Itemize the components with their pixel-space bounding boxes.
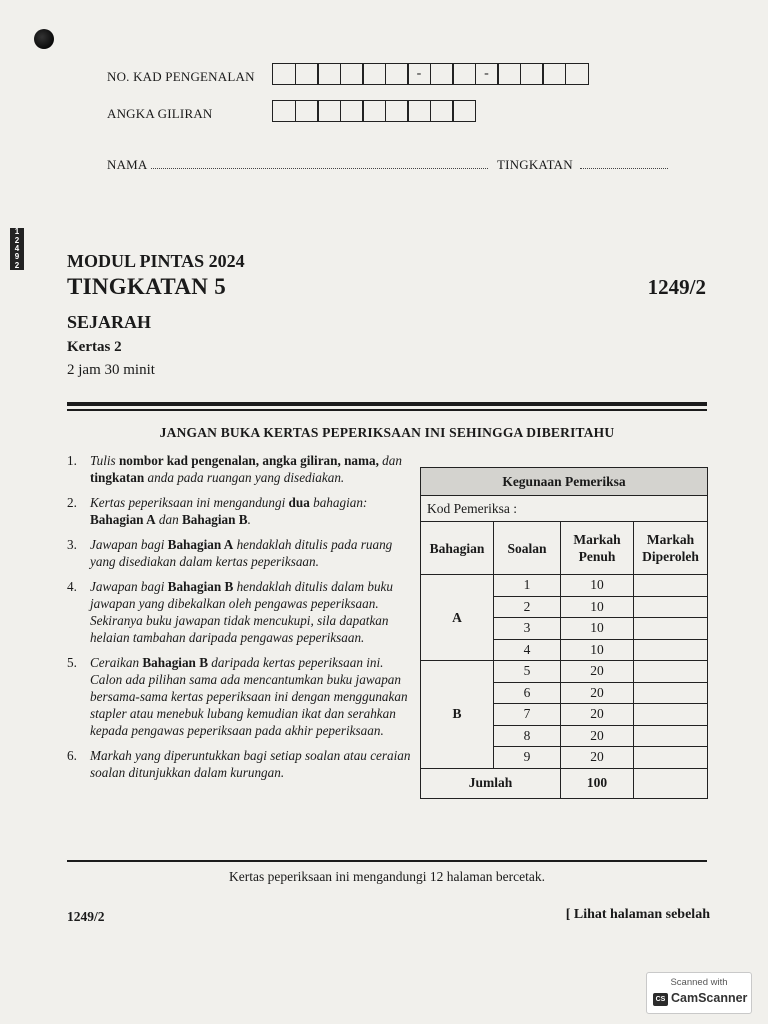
obtained-marks-cell[interactable] (634, 725, 708, 747)
name-label: NAMA (107, 157, 148, 172)
full-marks-cell: 20 (561, 747, 634, 769)
form-title: TINGKATAN 5 (67, 274, 226, 299)
duration-label: 2 jam 30 minit (67, 362, 155, 378)
instruction-item (67, 536, 417, 570)
id-digit-box[interactable] (340, 63, 364, 85)
table-row (421, 575, 708, 597)
turn-number-label: ANGKA GILIRAN (107, 106, 213, 121)
full-marks-cell: 10 (561, 575, 634, 597)
side-code-digit: 1 (14, 227, 20, 237)
instruction-emphasis: dua (288, 495, 310, 510)
instructions-list (67, 452, 417, 789)
instruction-emphasis: tingkatan (90, 470, 145, 485)
turn-digit-box[interactable] (385, 100, 409, 122)
turn-digit-box[interactable] (340, 100, 364, 122)
full-marks-cell: 10 (561, 618, 634, 640)
camscanner-logo-icon: CS (653, 993, 668, 1006)
id-digit-box[interactable] (452, 63, 476, 85)
side-code-strip (10, 228, 24, 270)
section-cell: A (421, 575, 494, 661)
obtained-marks-cell[interactable] (634, 704, 708, 726)
instruction-segment: dan (155, 512, 182, 527)
instruction-segment: bahagian: (309, 495, 368, 510)
warning-heading: JANGAN BUKA KERTAS PEPERIKSAAN INI SEHINGGA DIBERITAHU (159, 425, 615, 440)
obtained-marks-cell[interactable] (634, 575, 708, 597)
page-count-note: Kertas peperiksaan ini mengandungi 12 halaman bercetak. (228, 869, 545, 884)
section-cell: B (421, 661, 494, 769)
instruction-item (67, 578, 417, 646)
id-number-label: NO. KAD PENGENALAN (107, 69, 255, 84)
full-marks-cell: 20 (561, 682, 634, 704)
question-cell: 1 (494, 575, 561, 597)
instruction-emphasis: Bahagian A (167, 537, 234, 552)
question-cell: 5 (494, 661, 561, 683)
turn-digit-box[interactable] (272, 100, 296, 122)
question-cell: 6 (494, 682, 561, 704)
obtained-marks-cell[interactable] (634, 639, 708, 661)
id-digit-box[interactable] (430, 63, 454, 85)
form-label: TINGKATAN (497, 157, 573, 172)
instruction-number: 5. (67, 655, 77, 670)
id-digit-box[interactable] (272, 63, 296, 85)
col-header-question: Soalan (494, 522, 561, 575)
question-cell: 2 (494, 596, 561, 618)
instruction-segment: daripada kertas peperiksaan ini. Calon ada pilihan sama ada mencantumkan buku jawapan bersama-sama kertas peperiksaan ini dengan menggunakan stapler atau menebuk lubang kemudian ikat dan serahkan kepada pengawas peperiksaan pada akhir peperiksaan. (90, 655, 408, 738)
instruction-segment: . (247, 512, 251, 527)
full-marks-cell: 20 (561, 725, 634, 747)
footer-paper-code: 1249/2 (67, 909, 105, 924)
subject-title: SEJARAH (67, 312, 152, 332)
instruction-item (67, 452, 417, 486)
obtained-marks-cell[interactable] (634, 661, 708, 683)
instruction-segment: Jawapan bagi (90, 579, 168, 594)
id-digit-box[interactable] (542, 63, 566, 85)
examiner-code-label: Kod Pemeriksa : (421, 496, 708, 522)
instruction-text (90, 536, 417, 570)
question-cell: 9 (494, 747, 561, 769)
instruction-emphasis: nombor kad pengenalan, angka giliran, nama, (118, 453, 379, 468)
id-digit-box[interactable] (295, 63, 319, 85)
divider-thick (67, 402, 707, 406)
instruction-number: 2. (67, 495, 77, 510)
instruction-number: 6. (67, 748, 77, 763)
total-obtained-marks[interactable] (634, 768, 708, 798)
question-cell: 8 (494, 725, 561, 747)
module-title: MODUL PINTAS 2024 (67, 251, 245, 271)
instruction-segment: Tulis (90, 453, 119, 468)
name-field[interactable] (151, 157, 488, 169)
side-code-digit: 4 (14, 243, 20, 253)
instruction-text (90, 654, 417, 739)
form-field[interactable] (580, 157, 668, 169)
obtained-marks-cell[interactable] (634, 682, 708, 704)
full-marks-cell: 20 (561, 661, 634, 683)
instruction-emphasis: Bahagian B (142, 655, 208, 670)
id-digit-box[interactable] (362, 63, 386, 85)
paper-label: Kertas 2 (67, 339, 122, 355)
col-header-section: Bahagian (421, 522, 494, 575)
id-digit-box[interactable] (520, 63, 544, 85)
instruction-segment: Jawapan bagi (90, 537, 168, 552)
id-digit-box[interactable] (385, 63, 409, 85)
turn-digit-box[interactable] (430, 100, 454, 122)
side-code-digit: 2 (14, 235, 20, 245)
id-digit-box[interactable] (317, 63, 341, 85)
paper-code: 1249/2 (647, 275, 706, 299)
turn-number-boxes[interactable] (272, 100, 475, 122)
id-digit-box[interactable] (565, 63, 589, 85)
instruction-segment: Markah yang diperuntukkan bagi setiap soalan atau ceraian soalan ditunjukkan dalam kurungan. (90, 748, 411, 780)
instruction-segment: anda pada ruangan yang disediakan. (144, 470, 345, 485)
obtained-marks-cell[interactable] (634, 596, 708, 618)
side-code-digit: 9 (14, 252, 20, 262)
next-page-note: [ Lihat halaman sebelah (565, 907, 710, 922)
id-number-boxes[interactable] (272, 63, 587, 85)
full-marks-cell: 10 (561, 639, 634, 661)
turn-digit-box[interactable] (407, 100, 431, 122)
instruction-text (90, 747, 417, 781)
turn-digit-box[interactable] (295, 100, 319, 122)
total-row (421, 768, 708, 798)
instruction-text (90, 494, 417, 528)
instruction-emphasis: Bahagian B (167, 579, 234, 594)
instruction-number: 1. (67, 453, 77, 468)
examiner-table (420, 467, 708, 799)
instruction-segment: Ceraikan (90, 655, 143, 670)
examiner-table-title: Kegunaan Pemeriksa (421, 468, 708, 496)
instruction-item (67, 747, 417, 781)
question-cell: 3 (494, 618, 561, 640)
punch-hole-mark (34, 29, 54, 49)
watermark-brand: CamScanner (671, 991, 748, 1005)
table-row (421, 661, 708, 683)
instruction-segment: hendaklah ditulis pada ruang yang disediakan dalam kertas peperiksaan. (90, 537, 393, 569)
footer-divider (67, 860, 707, 862)
instruction-emphasis: Bahagian A (90, 512, 156, 527)
question-cell: 7 (494, 704, 561, 726)
col-header-obtained-marks: Markah Diperoleh (634, 522, 708, 575)
instruction-text (90, 578, 417, 646)
instruction-text (90, 452, 417, 486)
obtained-marks-cell[interactable] (634, 618, 708, 640)
turn-digit-box[interactable] (452, 100, 476, 122)
turn-digit-box[interactable] (317, 100, 341, 122)
instruction-number: 3. (67, 537, 77, 552)
id-digit-box[interactable] (497, 63, 521, 85)
instruction-segment: dan (378, 453, 402, 468)
total-label: Jumlah (421, 768, 561, 798)
instruction-number: 4. (67, 579, 77, 594)
watermark-scanned-text: Scanned with (670, 977, 728, 988)
instruction-item (67, 654, 417, 739)
side-code-digit: 2 (14, 260, 20, 270)
id-digit-box[interactable]: - (407, 63, 431, 85)
camscanner-watermark (646, 972, 752, 1014)
total-full-marks: 100 (561, 768, 634, 798)
turn-digit-box[interactable] (362, 100, 386, 122)
instruction-item (67, 494, 417, 528)
col-header-full-marks: Markah Penuh (561, 522, 634, 575)
full-marks-cell: 20 (561, 704, 634, 726)
full-marks-cell: 10 (561, 596, 634, 618)
question-cell: 4 (494, 639, 561, 661)
instruction-segment: Kertas peperiksaan ini mengandungi (90, 495, 289, 510)
id-digit-box[interactable]: - (475, 63, 499, 85)
obtained-marks-cell[interactable] (634, 747, 708, 769)
divider-thin (67, 409, 707, 411)
instruction-emphasis: Bahagian B (181, 512, 248, 527)
instruction-segment: hendaklah ditulis dalam buku jawapan yang dibekalkan oleh pengawas peperiksaan. Sekiranya buku jawapan tidak mencukupi, sila dapatkan helaian tambahan daripada pengawas peperiksaan. (90, 579, 393, 645)
